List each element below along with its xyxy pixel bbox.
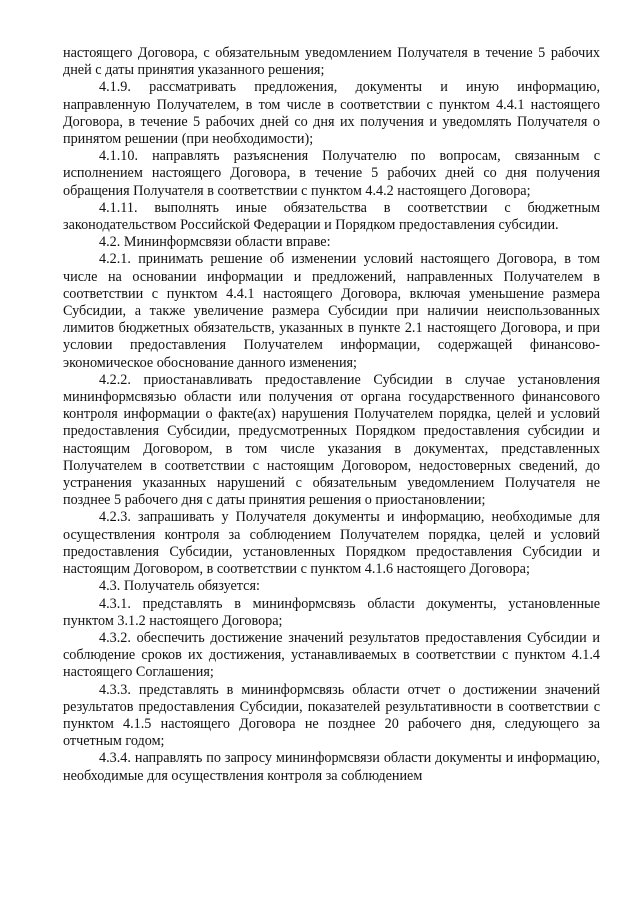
paragraph-4-1-10: 4.1.10. направлять разъяснения Получателю по вопросам, связанным с исполнением настоящего Договора, в течение 5 рабочих дней со дня получения обращения Получателя в соответствии с пунктом 4.4.2 настоящего Договора; [63, 148, 600, 199]
paragraph-4-1-9: 4.1.9. рассматривать предложения, документы и иную информацию, направленную Получателем, в том числе в соответствии с пунктом 4.4.1 настоящего Договора, в течение 5 рабочих дней со дня их получения и уведомлять Получателя о принятом решении (при необходимости); [63, 79, 600, 148]
paragraph-4-2-1: 4.2.1. принимать решение об изменении условий настоящего Договора, в том числе на основании информации и предложений, направленных Получателем в соответствии с пунктом 4.4.1 настоящего Договора, включая уменьшение размера Субсидии, а также увеличение размера Субсидии при наличии неиспользованных лимитов бюджетных обязательств, указанных в пункте 2.1 настоящего Договора, и при условии предоставления Получателем информации, содержащей финансово-экономическое обоснование данного изменения; [63, 251, 600, 371]
paragraph-4-3-4: 4.3.4. направлять по запросу мининформсвязи области документы и информацию, необходимые для осуществления контроля за соблюдением [63, 750, 600, 784]
paragraph-continuation: настоящего Договора, с обязательным уведомлением Получателя в течение 5 рабочих дней с даты принятия указанного решения; [63, 45, 600, 79]
paragraph-4-3-3: 4.3.3. представлять в мининформсвязь области отчет о достижении значений результатов предоставления Субсидии, показателей результативности в соответствии с пунктом 4.1.5 настоящего Договора не позднее 20 рабочего дня, следующего за отчетным годом; [63, 681, 600, 750]
paragraph-4-3-1: 4.3.1. представлять в мининформсвязь области документы, установленные пунктом 3.1.2 настоящего Договора; [63, 595, 600, 629]
paragraph-4-2-3: 4.2.3. запрашивать у Получателя документы и информацию, необходимые для осуществления контроля за соблюдением Получателем порядка, целей и условий предоставления Субсидии, установленных Порядком предоставления Субсидии и настоящим Договором, в соответствии с пунктом 4.1.6 настоящего Договора; [63, 509, 600, 578]
paragraph-4-3: 4.3. Получатель обязуется: [99, 578, 260, 595]
paragraph-4-2-2: 4.2.2. приостанавливать предоставление Субсидии в случае установления мининформсвязью области или получения от органа государственного финансового контроля информации о факте(ах) нарушения Получателем порядка, целей и условий предоставления Субсидии, предусмотренных Порядком предоставления субсидии и настоящим Договором, в том числе указания в документах, представленных Получателем в соответствии с настоящим Договором, недостоверных сведений, до устранения указанных нарушений с обязательным уведомлением Получателя не позднее 5 рабочего дня с даты принятия решения о приостановлении; [63, 371, 600, 509]
paragraph-4-3-2: 4.3.2. обеспечить достижение значений результатов предоставления Субсидии и соблюдение сроков их достижения, устанавливаемых в соответствии с пунктом 4.1.4 настоящего Соглашения; [63, 629, 600, 681]
paragraph-4-1-11: 4.1.11. выполнять иные обязательства в соответствии с бюджетным законодательством Российской Федерации и Порядком предоставления субсидии. [63, 199, 600, 234]
paragraph-4-2: 4.2. Мининформсвязи области вправе: [99, 234, 331, 251]
